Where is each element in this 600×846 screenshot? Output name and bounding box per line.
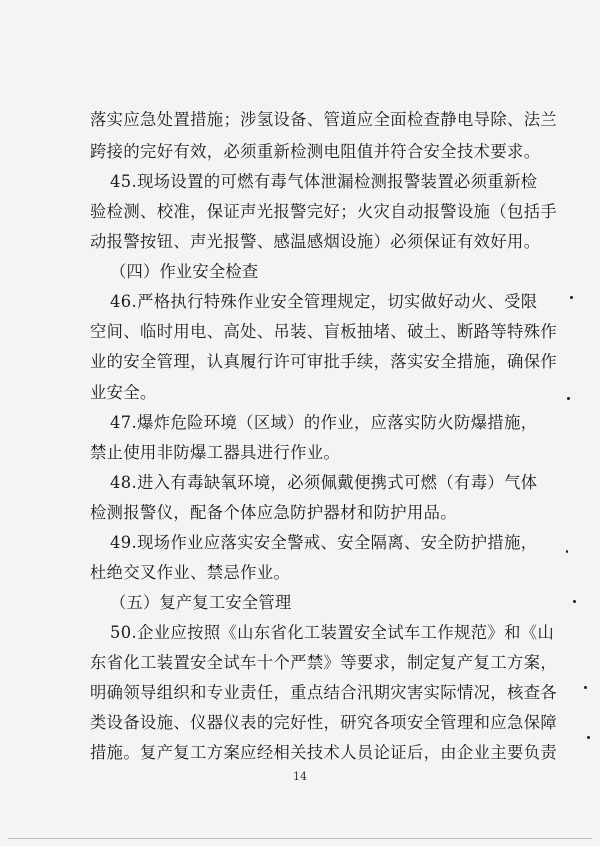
scan-speck	[566, 550, 568, 553]
text-line: 45.现场设置的可燃有毒气体泄漏检测报警装置必须重新检	[110, 172, 538, 191]
text-line: 业的安全管理，认真履行许可审批手续，落实安全措施，确保作	[90, 352, 558, 371]
text-line: 检测报警仪，配备个体应急防护器材和防护用品。	[90, 503, 457, 522]
text-line: 类设备设施、仪器仪表的完好性，研究各项安全管理和应急保障	[90, 713, 558, 732]
text-line: 50.企业应按照《山东省化工装置安全试车工作规范》和《山	[110, 623, 555, 642]
text-line: 杜绝交叉作业、禁忌作业。	[90, 563, 291, 582]
text-line: 禁止使用非防爆工器具进行作业。	[90, 443, 341, 462]
scan-speck	[584, 686, 587, 689]
scan-speck	[587, 736, 590, 739]
text-line: 48.进入有毒缺氧环境，必须佩戴便携式可燃（有毒）气体	[110, 473, 538, 492]
scan-edge-line	[8, 838, 592, 839]
text-line: 空间、临时用电、高处、吊装、盲板抽堵、破土、断路等特殊作	[90, 322, 558, 341]
text-line: 落实应急处置措施；涉氢设备、管道应全面检查静电导除、法兰	[90, 110, 558, 129]
text-line: 动报警按钮、声光报警、感温感烟设施）必须保证有效好用。	[90, 232, 541, 251]
section-heading: （五）复产复工安全管理	[110, 593, 292, 612]
text-line: 49.现场作业应落实安全警戒、安全隔离、安全防护措施，	[110, 533, 538, 552]
section-heading: （四）作业安全检查	[110, 262, 259, 281]
page-number: 14	[293, 770, 307, 783]
text-line: 验检测、校准，保证声光报警完好；火灾自动报警设施（包括手	[90, 202, 558, 221]
text-line: 跨接的完好有效，必须重新检测电阻值并符合安全技术要求。	[90, 142, 541, 161]
text-line: 47.爆炸危险环境（区域）的作业，应落实防火防爆措施，	[110, 413, 538, 432]
text-line: 东省化工装置安全试车十个严禁》等要求，制定复产复工方案，	[90, 653, 558, 672]
text-line: 措施。复产复工方案应经相关技术人员论证后，由企业主要负责	[90, 743, 558, 762]
text-line: 明确领导组织和专业责任，重点结合汛期灾害实际情况，核查各	[90, 683, 558, 702]
scan-speck	[573, 600, 576, 603]
text-line: 46.严格执行特殊作业安全管理规定，切实做好动火、受限	[110, 292, 538, 311]
scan-speck	[570, 296, 573, 299]
text-line: 业安全。	[90, 383, 157, 402]
scan-speck	[567, 397, 570, 400]
